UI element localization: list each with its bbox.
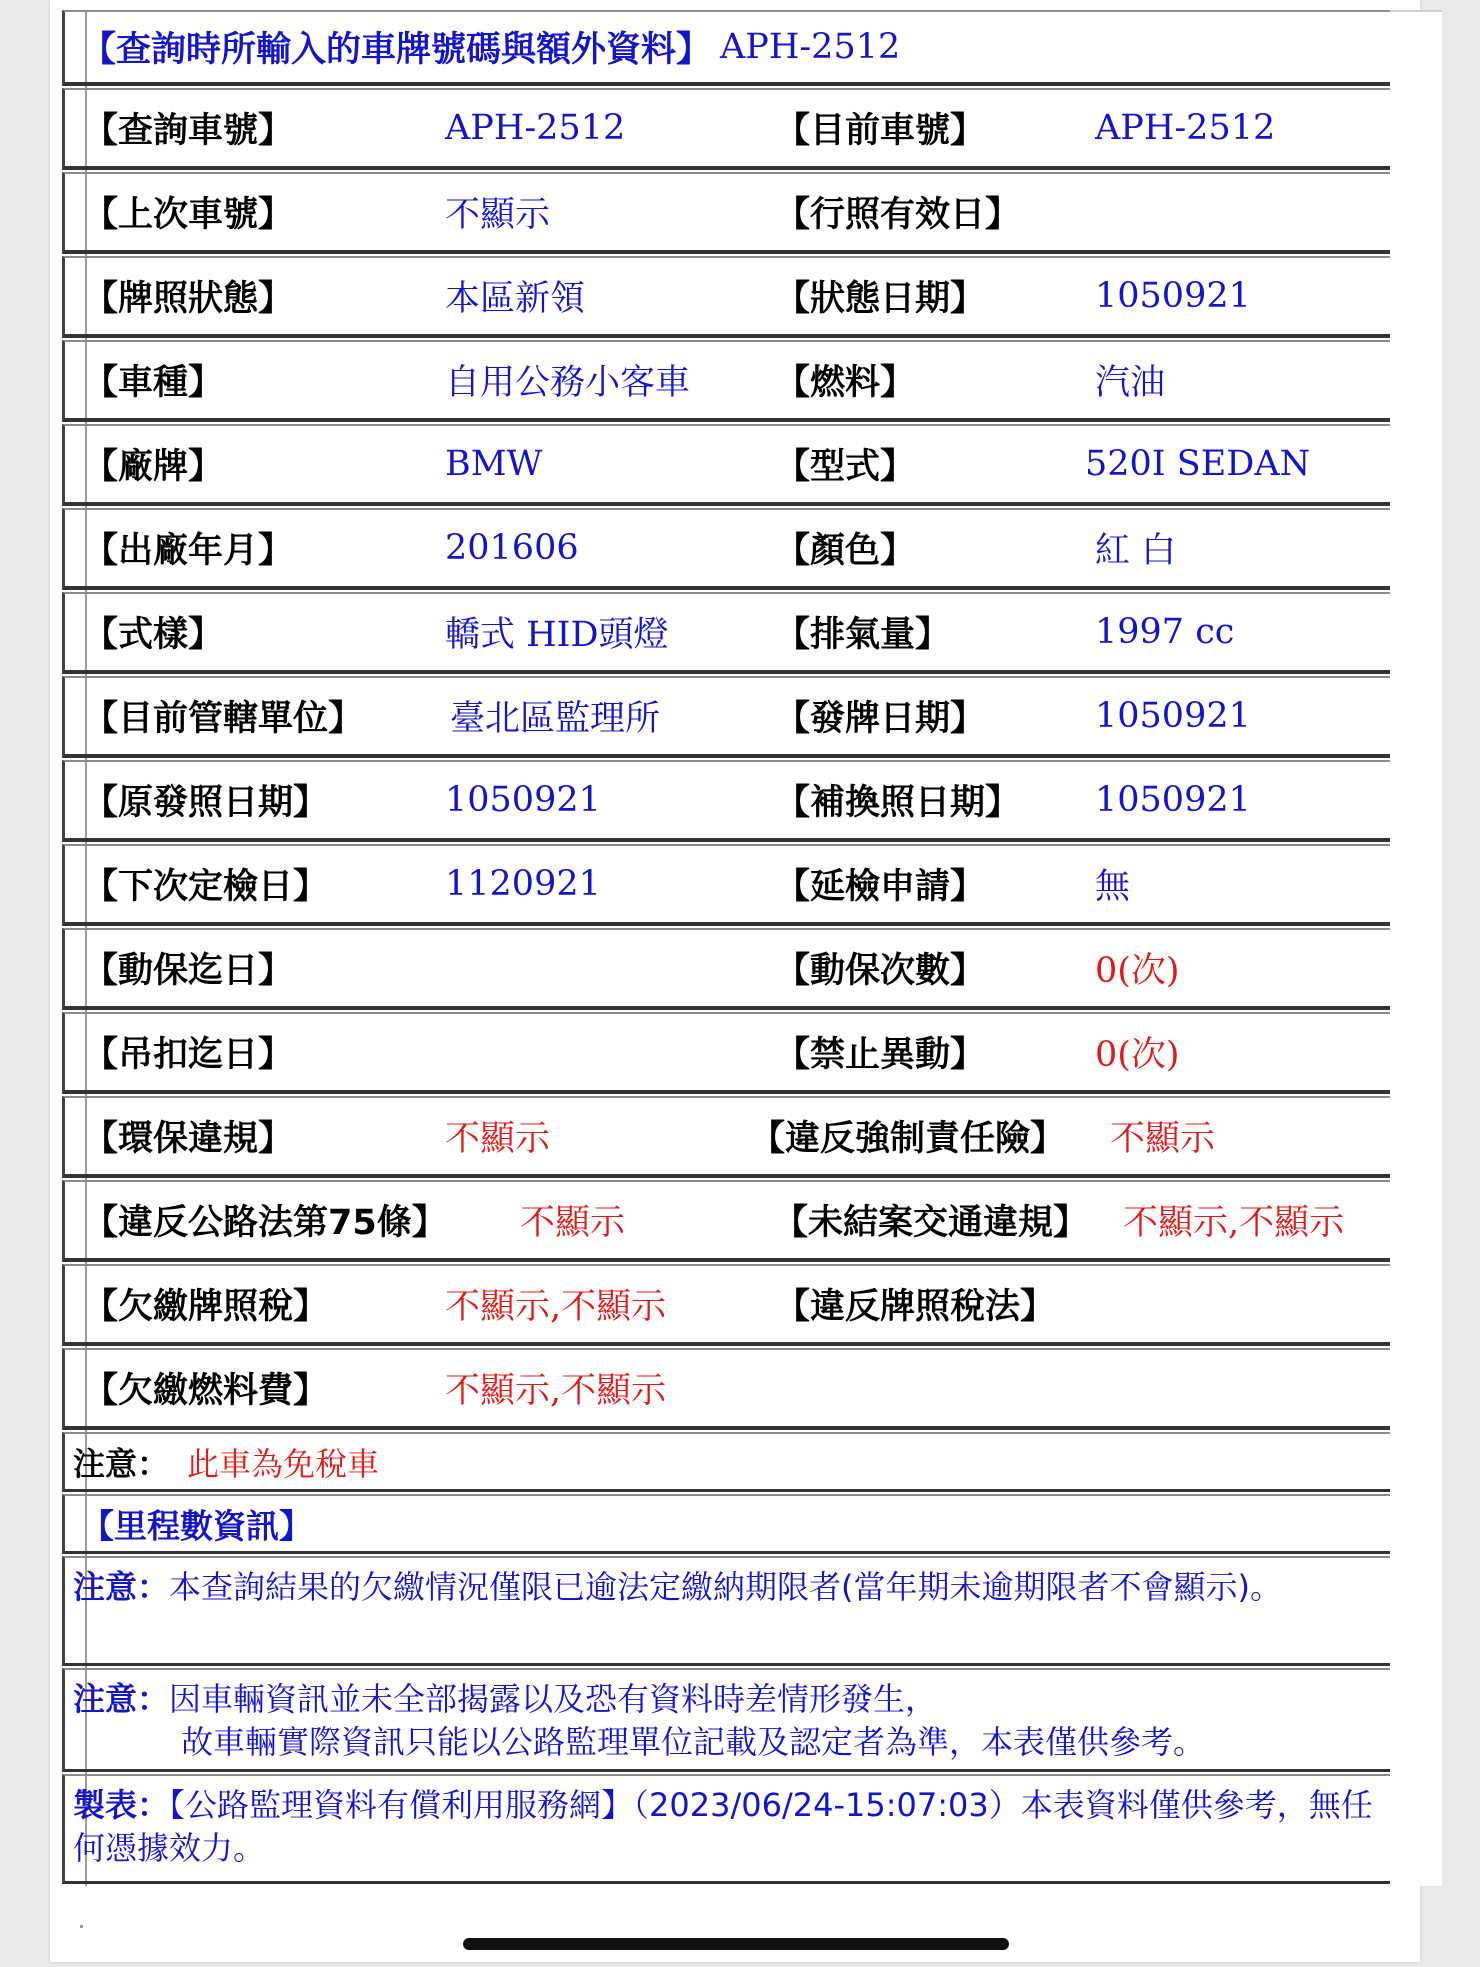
disclaimer-note-line2: 故車輛實際資訊只能以公路監理單位記載及認定者為準，本表僅供參考。 xyxy=(181,1723,1206,1761)
field-value: 臺北區監理所 xyxy=(450,699,661,739)
field-label: 【燃料】 xyxy=(775,363,916,403)
tax-free-notice-text: 此車為免稅車 xyxy=(187,1444,380,1483)
field-value: 520I SEDAN xyxy=(1085,444,1311,484)
footer-label: 製表： xyxy=(73,1786,170,1824)
field-label: 【型式】 xyxy=(775,447,916,487)
field-value: 紅 白 xyxy=(1095,531,1177,571)
field-label: 【排氣量】 xyxy=(775,615,951,655)
field-label: 【發牌日期】 xyxy=(775,699,986,739)
info-row xyxy=(62,88,1390,170)
info-row xyxy=(62,508,1390,590)
field-value: 本區新領 xyxy=(445,279,586,319)
field-label: 【違反牌照稅法】 xyxy=(775,1287,1056,1327)
info-row xyxy=(62,1096,1390,1178)
field-label: 【牌照狀態】 xyxy=(83,279,294,319)
info-row xyxy=(62,1348,1390,1430)
arrears-note-text: 本查詢結果的欠繳情況僅限已逾法定繳納期限者(當年期未逾期限者不會顯示)。 xyxy=(169,1568,1282,1606)
field-value: 轎式 HID頭燈 xyxy=(445,615,669,655)
field-label: 【下次定檢日】 xyxy=(83,867,329,907)
home-indicator-bar[interactable] xyxy=(463,1938,1009,1950)
tax-free-notice-label: 注意： xyxy=(73,1444,170,1483)
field-value: 不顯示,不顯示 xyxy=(445,1371,667,1411)
info-row xyxy=(62,1180,1390,1262)
field-label: 【補換照日期】 xyxy=(775,783,1021,823)
page-dot xyxy=(80,1925,83,1928)
field-value: 不顯示,不顯示 xyxy=(445,1287,667,1327)
info-row xyxy=(62,1012,1390,1094)
field-label: 【禁止異動】 xyxy=(775,1035,986,1075)
field-value: 1050921 xyxy=(445,780,601,820)
field-value: APH-2512 xyxy=(1095,108,1276,148)
field-label: 【未結案交通違規】 xyxy=(773,1203,1089,1243)
field-value: 1050921 xyxy=(1095,276,1251,316)
footer-text: 【公路監理資料有償利用服務網】（2023/06/24-15:07:03）本表資料僅供參考，無任何憑據效力。 xyxy=(73,1786,1373,1867)
info-row xyxy=(62,928,1390,1010)
info-row xyxy=(62,676,1390,758)
info-row xyxy=(62,1264,1390,1346)
field-label: 【行照有效日】 xyxy=(775,195,1021,235)
field-label: 【廠牌】 xyxy=(83,447,224,487)
field-label: 【式樣】 xyxy=(83,615,224,655)
field-value: 0(次) xyxy=(1095,951,1180,991)
info-row xyxy=(62,844,1390,926)
mileage-info-title: 【里程數資訊】 xyxy=(81,1506,312,1545)
field-label: 【違反公路法第75條】 xyxy=(83,1203,447,1243)
field-value: 0(次) xyxy=(1095,1035,1180,1075)
field-value: 不顯示 xyxy=(520,1203,626,1243)
arrears-note-row xyxy=(62,1556,1390,1666)
query-header-row xyxy=(62,10,1390,86)
info-row xyxy=(62,592,1390,674)
footer-row xyxy=(62,1774,1390,1884)
info-row xyxy=(62,760,1390,842)
field-label: 【欠繳牌照稅】 xyxy=(83,1287,329,1327)
field-value: 不顯示 xyxy=(445,195,551,235)
field-label: 【動保迄日】 xyxy=(83,951,294,991)
arrears-note-label: 注意： xyxy=(73,1568,170,1606)
field-value: 自用公務小客車 xyxy=(445,363,691,403)
field-value: 1997 cc xyxy=(1095,612,1235,652)
field-label: 【查詢車號】 xyxy=(83,111,294,151)
field-label: 【環保違規】 xyxy=(83,1119,294,1159)
info-row xyxy=(62,340,1390,422)
field-label: 【原發照日期】 xyxy=(83,783,329,823)
field-value: 不顯示 xyxy=(445,1119,551,1159)
tax-free-notice-row xyxy=(62,1432,1390,1492)
field-value: 不顯示 xyxy=(1110,1119,1216,1159)
field-value: APH-2512 xyxy=(445,108,626,148)
info-row xyxy=(62,256,1390,338)
field-label: 【吊扣迄日】 xyxy=(83,1035,294,1075)
field-value: 無 xyxy=(1095,867,1131,907)
mileage-info-row xyxy=(62,1494,1390,1554)
field-value: BMW xyxy=(445,444,543,484)
field-label: 【目前管轄單位】 xyxy=(83,699,364,739)
info-row xyxy=(62,172,1390,254)
field-value: 1050921 xyxy=(1095,696,1251,736)
field-label: 【上次車號】 xyxy=(83,195,294,235)
field-label: 【違反強制責任險】 xyxy=(750,1119,1066,1159)
info-row xyxy=(62,424,1390,506)
field-label: 【顏色】 xyxy=(775,531,916,571)
field-value: 汽油 xyxy=(1095,363,1166,403)
field-label: 【動保次數】 xyxy=(775,951,986,991)
field-label: 【車種】 xyxy=(83,363,224,403)
field-value: 1120921 xyxy=(445,864,601,904)
field-value: 不顯示,不顯示 xyxy=(1123,1203,1345,1243)
disclaimer-note-line1: 因車輛資訊並未全部揭露以及恐有資料時差情形發生， xyxy=(169,1680,938,1718)
query-header-plate: APH-2512 xyxy=(720,27,901,67)
disclaimer-note-row xyxy=(62,1668,1390,1772)
field-label: 【延檢申請】 xyxy=(775,867,986,907)
field-value: 1050921 xyxy=(1095,780,1251,820)
query-header-title: 【查詢時所輸入的車牌號碼與額外資料】 xyxy=(81,30,712,70)
field-label: 【欠繳燃料費】 xyxy=(83,1371,329,1411)
field-label: 【狀態日期】 xyxy=(775,279,986,319)
field-label: 【出廠年月】 xyxy=(83,531,294,571)
field-label: 【目前車號】 xyxy=(775,111,986,151)
field-value: 201606 xyxy=(445,528,579,568)
disclaimer-note-label: 注意： xyxy=(73,1680,170,1718)
